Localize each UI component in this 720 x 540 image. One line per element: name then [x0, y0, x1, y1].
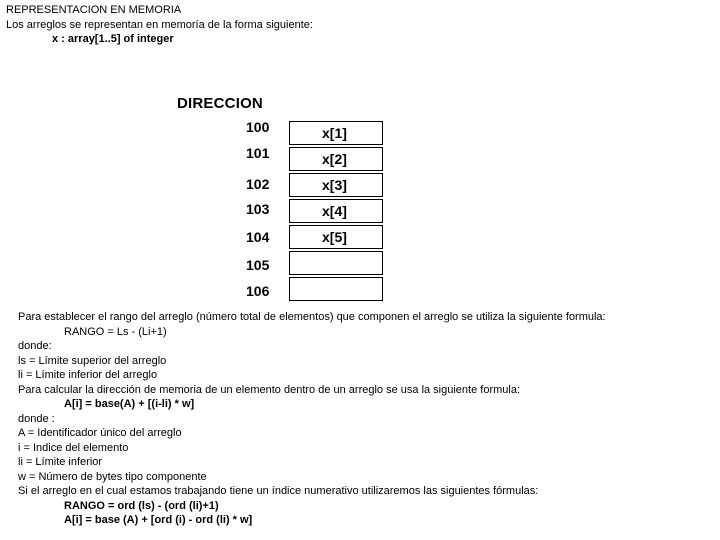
definition-text: A = Identificador único del arreglo [18, 427, 182, 439]
memory-cell: x[5] [289, 225, 383, 249]
address-label: 100 [246, 119, 270, 135]
formula-text: A[i] = base (A) + [ord (i) - ord (li) * w] [64, 514, 253, 526]
formula-text: RANGO = ord (ls) - (ord (li)+1) [64, 499, 219, 512]
memory-cell: x[3] [289, 173, 383, 197]
address-label: 103 [246, 201, 270, 217]
paragraph-text: Para calcular la dirección de memoria de un elemento dentro de un arreglo se usa la siguiente formula: [18, 383, 521, 396]
definition-text: li = Límite inferior [18, 456, 103, 468]
definition-text: li = Límite inferior del arreglo [18, 369, 158, 381]
address-label: 102 [246, 176, 270, 192]
memory-cell [289, 251, 383, 275]
paragraph-text: donde: [18, 340, 52, 352]
explanation-block [18, 310, 606, 528]
array-declaration: x : array[1..5] of integer [52, 33, 174, 45]
definition-text: ls = Límite superior del arreglo [18, 354, 167, 367]
address-label: 106 [246, 283, 270, 299]
paragraph-text: donde : [18, 412, 55, 425]
formula-text: A[i] = base(A) + [(i-li) * w] [64, 398, 195, 410]
diagram-title: DIRECCION [177, 95, 263, 112]
paragraph-text: Para establecer el rango del arreglo (número total de elementos) que componen el arreglo se utiliza la siguiente formula: [18, 311, 606, 323]
memory-cell [289, 277, 383, 301]
paragraph-text: Si el arreglo en el cual estamos trabajando tiene un índice numerativo utilizaremos las siguientes fórmulas: [18, 485, 539, 497]
intro-line: Los arreglos se representan en memoría de la forma siguiente: [6, 18, 313, 31]
heading-block [6, 3, 313, 47]
definition-text: w = Número de bytes tipo componente [18, 470, 207, 483]
memory-cell: x[1] [289, 121, 383, 145]
memory-cell: x[4] [289, 199, 383, 223]
formula-text: RANGO = Ls - (Li+1) [64, 325, 167, 338]
address-label: 101 [246, 145, 270, 161]
definition-text: i = Indice del elemento [18, 441, 129, 454]
address-label: 105 [246, 257, 270, 273]
memory-cell: x[2] [289, 147, 383, 171]
document-title: REPRESENTACION EN MEMORIA [6, 4, 182, 16]
address-label: 104 [246, 229, 270, 245]
